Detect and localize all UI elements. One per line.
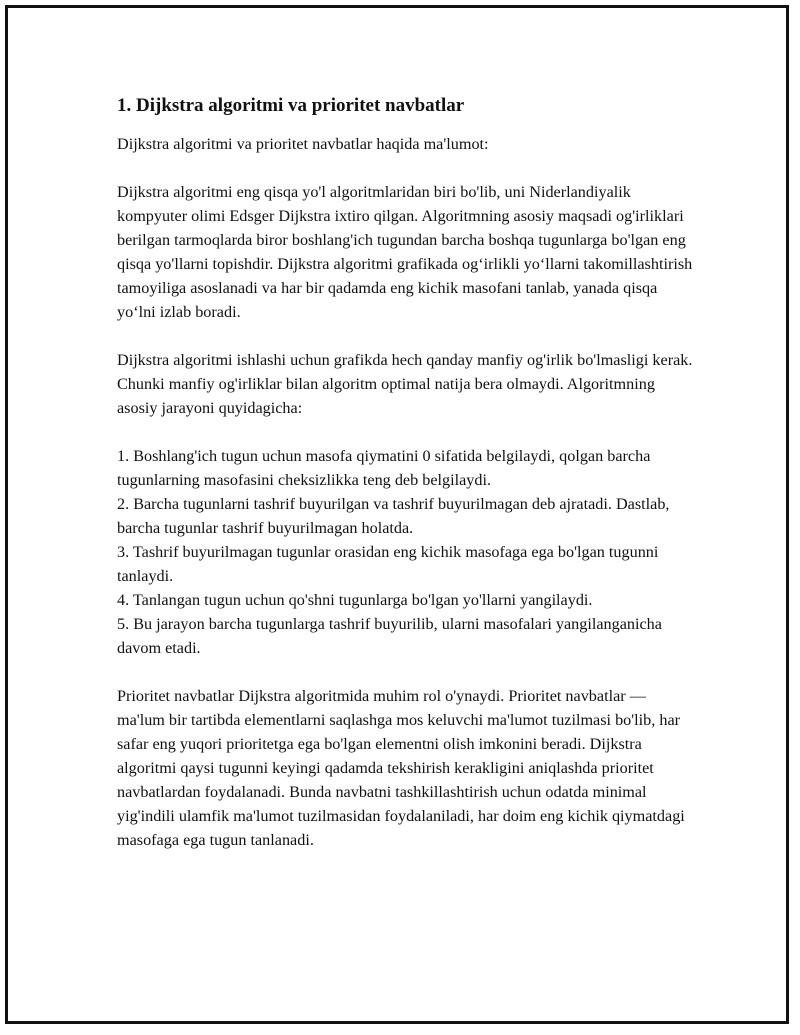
- list-item: 1. Boshlang'ich tugun uchun masofa qiymatini 0 sifatida belgilaydi, qolgan barcha tugunlarning masofasini cheksizlikka teng deb belgilaydi.: [117, 447, 651, 489]
- list-item: 3. Tashrif buyurilmagan tugunlar orasidan eng kichik masofaga ega bo'lgan tugunni tanlaydi.: [117, 543, 659, 585]
- paragraph-history: Dijkstra algoritmi eng qisqa yo'l algoritmlaridan biri bo'lib, uni Niderlandiyalik kompyuter olimi Edsger Dijkstra ixtiro qilgan. Algoritmning asosiy maqsadi og'irliklari berilgan tarmoqlarda biror boshlang'ich tugundan barcha boshqa tugunlarga bo'lgan eng qisqa yo'llarni topishdir. Dijkstra algoritmi grafikada og‘irlikli yo‘llarni takomillashtirish tamoyiliga asoslanadi va har bir qadamda eng kichik masofani tanlab, yanada qisqa yo‘lni izlab boradi.: [117, 183, 693, 321]
- steps-list: [117, 444, 697, 660]
- section-heading: 1. Dijkstra algoritmi va prioritet navbatlar: [117, 95, 465, 116]
- document-body: [117, 94, 697, 876]
- paragraph-conditions: Dijkstra algoritmi ishlashi uchun grafikda hech qanday manfiy og'irlik bo'lmasligi kerak. Chunki manfiy og'irliklar bilan algoritm optimal natija bera olmaydi. Algoritmning asosiy jarayoni quyidagicha:: [117, 351, 693, 417]
- list-item: 2. Barcha tugunlarni tashrif buyurilgan va tashrif buyurilmagan deb ajratadi. Dastlab, barcha tugunlar tashrif buyurilmagan holatda.: [117, 495, 670, 537]
- intro-text: Dijkstra algoritmi va prioritet navbatlar haqida ma'lumot:: [117, 135, 489, 153]
- list-item: 5. Bu jarayon barcha tugunlarga tashrif buyurilib, ularni masofalari yangilanganicha davom etadi.: [117, 615, 662, 657]
- list-item: 4. Tanlangan tugun uchun qo'shni tugunlarga bo'lgan yo'llarni yangilaydi.: [117, 591, 593, 609]
- paragraph-priority-queues: Prioritet navbatlar Dijkstra algoritmida muhim rol o'ynaydi. Prioritet navbatlar — ma'lum bir tartibda elementlarni saqlashga mos keluvchi ma'lumot tuzilmasi bo'lib, har safar eng yuqori prioritetga ega bo'lgan elementni olish imkonini beradi. Dijkstra algoritmi qaysi tugunni keyingi qadamda tekshirish kerakligini aniqlashda prioritet navbatlardan foydalanadi. Bunda navbatni tashkillashtirish uchun odatda minimal yig'indili ulamfik ma'lumot tuzilmasidan foydalaniladi, har doim eng kichik qiymatdagi masofaga ega tugun tanlanadi.: [117, 687, 685, 849]
